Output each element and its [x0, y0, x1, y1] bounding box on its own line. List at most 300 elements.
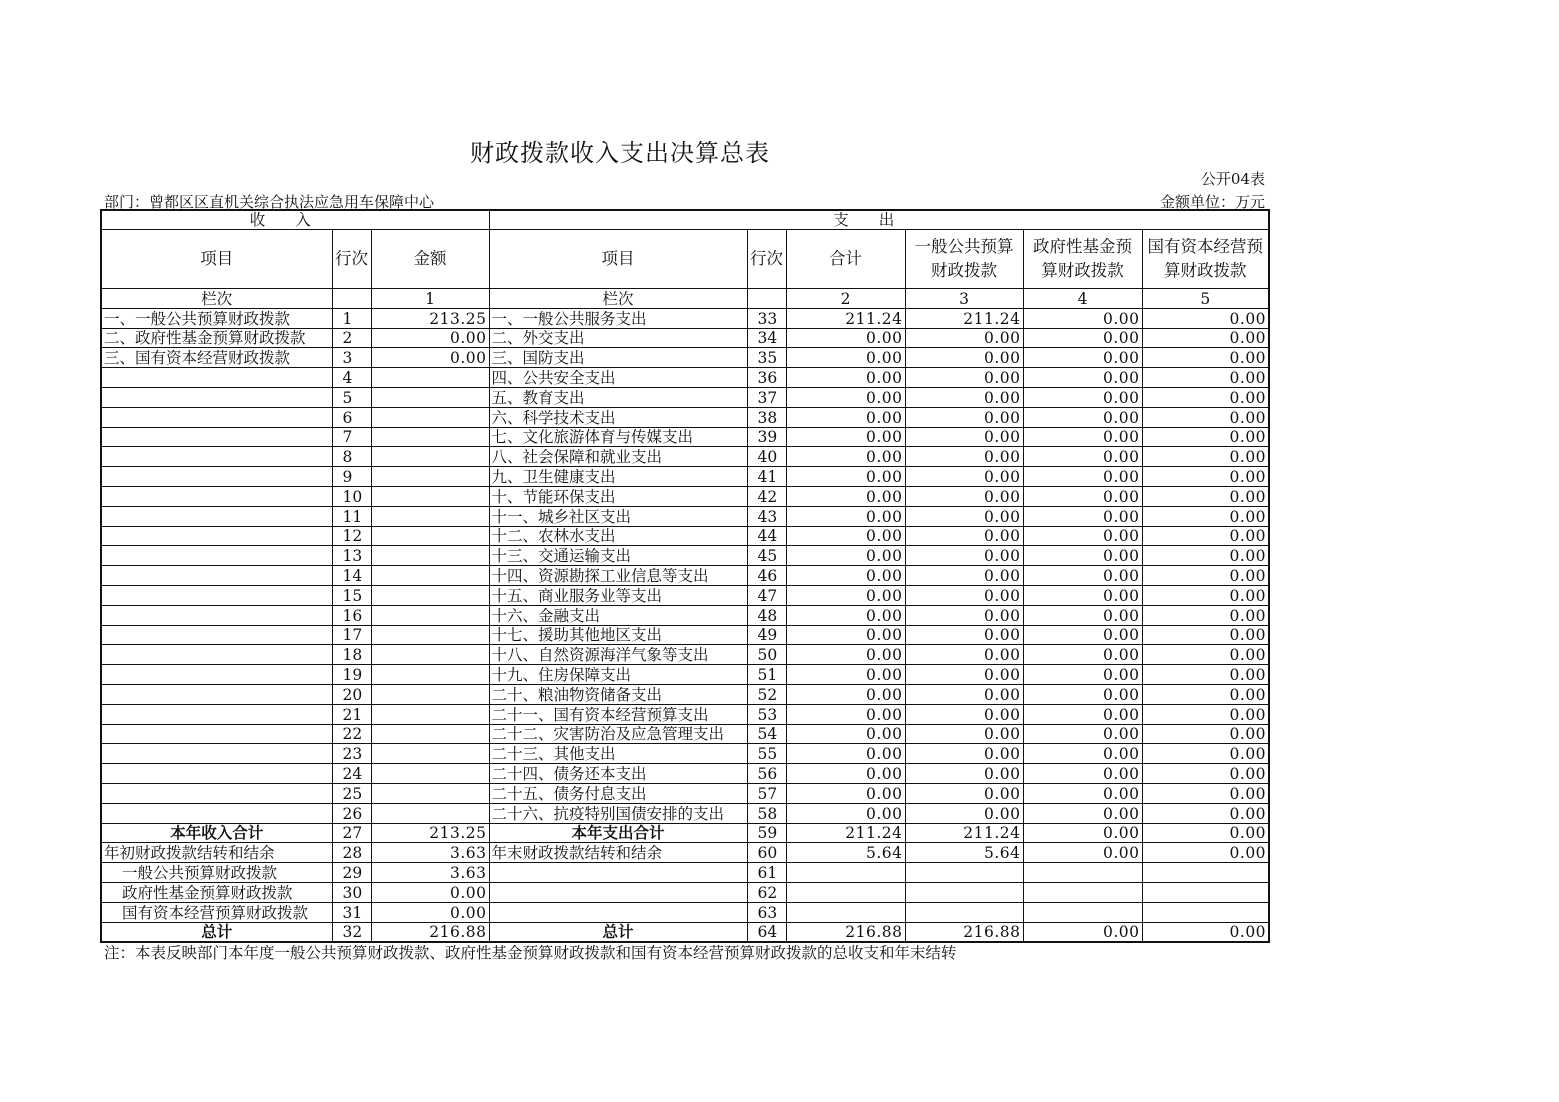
income-item-cell — [101, 407, 332, 427]
expense-general-cell: 0.00 — [905, 764, 1023, 784]
table-row — [101, 665, 1269, 685]
expense-state-capital-cell: 0.00 — [1142, 407, 1269, 427]
income-total-amount: 213.25 — [371, 823, 489, 843]
expense-line-cell: 55 — [747, 744, 786, 764]
expense-general-cell: 0.00 — [905, 467, 1023, 487]
expense-item-cell: 二十三、其他支出 — [489, 744, 747, 764]
expense-state-capital-cell: 0.00 — [1142, 526, 1269, 546]
carryover-state-capital-row — [101, 902, 1269, 922]
table-row — [101, 526, 1269, 546]
expense-line-cell: 35 — [747, 348, 786, 368]
income-line-cell: 8 — [332, 447, 371, 467]
expense-line-cell: 52 — [747, 684, 786, 704]
income-amount-cell — [371, 387, 489, 407]
expense-state-capital-cell: 0.00 — [1142, 764, 1269, 784]
expense-line-cell: 54 — [747, 724, 786, 744]
empty-cell — [1023, 882, 1142, 902]
expense-state-capital-cell: 0.00 — [1142, 566, 1269, 586]
begin-gov-fund-amount: 0.00 — [371, 882, 489, 902]
expense-gov-fund-cell: 0.00 — [1023, 506, 1142, 526]
income-line-cell: 26 — [332, 803, 371, 823]
table-row — [101, 764, 1269, 784]
expense-gov-fund-cell: 0.00 — [1023, 308, 1142, 328]
expense-gov-fund-cell: 0.00 — [1023, 625, 1142, 645]
expense-line-cell: 37 — [747, 387, 786, 407]
expense-item-cell: 十四、资源勘探工业信息等支出 — [489, 566, 747, 586]
empty-cell — [1142, 882, 1269, 902]
begin-state-capital-line: 31 — [332, 902, 371, 922]
expense-total-cell: 0.00 — [786, 348, 905, 368]
grand-total-state-capital: 0.00 — [1142, 922, 1269, 942]
expense-total-cell: 0.00 — [786, 783, 905, 803]
expense-total-amount: 211.24 — [786, 823, 905, 843]
expense-line-cell: 42 — [747, 486, 786, 506]
income-amount-cell — [371, 684, 489, 704]
expense-general-cell: 0.00 — [905, 585, 1023, 605]
income-item-cell — [101, 447, 332, 467]
expense-gov-fund-cell: 0.00 — [1023, 467, 1142, 487]
expense-item-cell: 十三、交通运输支出 — [489, 546, 747, 566]
income-item-cell — [101, 546, 332, 566]
income-section-header: 收入 — [101, 210, 489, 230]
expense-item-cell: 十六、金融支出 — [489, 605, 747, 625]
income-line-cell: 16 — [332, 605, 371, 625]
expense-line-cell: 39 — [747, 427, 786, 447]
income-line-cell: 14 — [332, 566, 371, 586]
expense-general-cell: 0.00 — [905, 645, 1023, 665]
expense-general-cell: 0.00 — [905, 427, 1023, 447]
income-item-cell — [101, 724, 332, 744]
expense-gov-fund-cell: 0.00 — [1023, 328, 1142, 348]
expense-gov-fund-cell: 0.00 — [1023, 427, 1142, 447]
expense-item-cell: 二十四、债务还本支出 — [489, 764, 747, 784]
expense-total-general: 211.24 — [905, 823, 1023, 843]
income-amount-cell — [371, 368, 489, 388]
income-line-cell: 6 — [332, 407, 371, 427]
income-item-cell — [101, 605, 332, 625]
expense-item-cell: 二十六、抗疫特别国债安排的支出 — [489, 803, 747, 823]
table-row — [101, 467, 1269, 487]
income-amount-cell — [371, 645, 489, 665]
income-item-cell — [101, 467, 332, 487]
expense-state-capital-cell: 0.00 — [1142, 447, 1269, 467]
colno-label-right: 栏次 — [489, 289, 747, 309]
grand-total-gov-fund: 0.00 — [1023, 922, 1142, 942]
table-row — [101, 506, 1269, 526]
expense-general-cell: 0.00 — [905, 506, 1023, 526]
expense-general-cell: 0.00 — [905, 546, 1023, 566]
income-line-cell: 11 — [332, 506, 371, 526]
grand-total-label-left: 总计 — [101, 922, 332, 942]
expense-item-cell: 十二、农林水支出 — [489, 526, 747, 546]
income-item-cell — [101, 803, 332, 823]
expense-gov-fund-cell: 0.00 — [1023, 744, 1142, 764]
empty-cell — [905, 902, 1023, 922]
expense-item-cell: 四、公共安全支出 — [489, 368, 747, 388]
expense-gov-fund-cell: 0.00 — [1023, 704, 1142, 724]
expense-state-capital-cell: 0.00 — [1142, 467, 1269, 487]
expense-item-cell: 二十五、债务付息支出 — [489, 783, 747, 803]
income-line-cell: 13 — [332, 546, 371, 566]
empty-cell — [489, 902, 747, 922]
income-line-cell: 10 — [332, 486, 371, 506]
income-amount-cell — [371, 665, 489, 685]
expense-item-cell: 七、文化旅游体育与传媒支出 — [489, 427, 747, 447]
expense-total-cell: 0.00 — [786, 486, 905, 506]
expense-total-cell: 0.00 — [786, 506, 905, 526]
income-item-cell — [101, 486, 332, 506]
income-line-cell: 5 — [332, 387, 371, 407]
table-row — [101, 546, 1269, 566]
carryover-gov-fund-row — [101, 882, 1269, 902]
expense-gov-fund-cell: 0.00 — [1023, 546, 1142, 566]
income-line-cell: 2 — [332, 328, 371, 348]
income-amount-cell: 0.00 — [371, 328, 489, 348]
income-line-cell: 20 — [332, 684, 371, 704]
income-item-cell — [101, 526, 332, 546]
expense-gov-fund-cell: 0.00 — [1023, 585, 1142, 605]
colno-3: 3 — [905, 289, 1023, 309]
expense-general-cell: 0.00 — [905, 526, 1023, 546]
table-row — [101, 447, 1269, 467]
table-row — [101, 783, 1269, 803]
expense-item-cell: 十、节能环保支出 — [489, 486, 747, 506]
begin-gov-fund-line: 30 — [332, 882, 371, 902]
expense-total-cell: 0.00 — [786, 744, 905, 764]
empty-cell — [489, 882, 747, 902]
expense-line-cell: 33 — [747, 308, 786, 328]
expense-line-cell: 47 — [747, 585, 786, 605]
income-line-cell: 23 — [332, 744, 371, 764]
income-line-cell: 3 — [332, 348, 371, 368]
end-state-capital-line: 63 — [747, 902, 786, 922]
expense-line-cell: 34 — [747, 328, 786, 348]
header-income-item: 项目 — [101, 230, 332, 289]
expense-line-cell: 49 — [747, 625, 786, 645]
table-row — [101, 407, 1269, 427]
expense-total-cell: 0.00 — [786, 368, 905, 388]
page-title: 财政拨款收入支出决算总表 — [470, 139, 770, 167]
expense-state-capital-cell: 0.00 — [1142, 585, 1269, 605]
table-row — [101, 605, 1269, 625]
expense-item-cell: 二、外交支出 — [489, 328, 747, 348]
begin-general-label: 一般公共预算财政拨款 — [101, 863, 332, 883]
income-amount-cell — [371, 447, 489, 467]
expense-line-cell: 44 — [747, 526, 786, 546]
expense-total-cell: 0.00 — [786, 427, 905, 447]
table-row — [101, 368, 1269, 388]
expense-total-cell: 0.00 — [786, 665, 905, 685]
expense-gov-fund-cell: 0.00 — [1023, 486, 1142, 506]
grand-total-line-left: 32 — [332, 922, 371, 942]
expense-item-cell: 一、一般公共服务支出 — [489, 308, 747, 328]
expense-state-capital-cell: 0.00 — [1142, 427, 1269, 447]
begin-state-capital-amount: 0.00 — [371, 902, 489, 922]
grand-total-label-right: 总计 — [489, 922, 747, 942]
income-amount-cell — [371, 704, 489, 724]
end-balance-gov-fund: 0.00 — [1023, 843, 1142, 863]
end-gov-fund-line: 62 — [747, 882, 786, 902]
begin-balance-line: 28 — [332, 843, 371, 863]
expense-gov-fund-cell: 0.00 — [1023, 566, 1142, 586]
header-income-line: 行次 — [332, 230, 371, 289]
income-amount-cell — [371, 506, 489, 526]
colno-empty-right — [747, 289, 786, 309]
income-item-cell — [101, 764, 332, 784]
expense-state-capital-cell: 0.00 — [1142, 724, 1269, 744]
income-item-cell — [101, 387, 332, 407]
expense-item-cell: 八、社会保障和就业支出 — [489, 447, 747, 467]
department-label: 部门：曾都区区直机关综合执法应急用车保障中心 — [104, 193, 435, 211]
income-line-cell: 15 — [332, 585, 371, 605]
expense-line-cell: 41 — [747, 467, 786, 487]
expense-gov-fund-cell: 0.00 — [1023, 368, 1142, 388]
expense-general-cell: 0.00 — [905, 566, 1023, 586]
income-line-cell: 21 — [332, 704, 371, 724]
end-balance-label: 年末财政拨款结转和结余 — [489, 843, 747, 863]
income-item-cell: 三、国有资本经营财政拨款 — [101, 348, 332, 368]
expense-total-line: 59 — [747, 823, 786, 843]
expense-general-cell: 0.00 — [905, 348, 1023, 368]
expense-total-cell: 0.00 — [786, 625, 905, 645]
expense-total-cell: 0.00 — [786, 704, 905, 724]
expense-line-cell: 56 — [747, 764, 786, 784]
empty-cell — [1142, 902, 1269, 922]
grand-total-general: 216.88 — [905, 922, 1023, 942]
income-item-cell — [101, 506, 332, 526]
income-amount-cell — [371, 467, 489, 487]
expense-state-capital-cell: 0.00 — [1142, 328, 1269, 348]
income-item-cell — [101, 566, 332, 586]
expense-general-cell: 0.00 — [905, 387, 1023, 407]
header-gov-fund: 政府性基金预算财政拨款 — [1023, 230, 1142, 289]
expense-general-cell: 0.00 — [905, 407, 1023, 427]
table-row — [101, 684, 1269, 704]
header-expense-line: 行次 — [747, 230, 786, 289]
header-total: 合计 — [786, 230, 905, 289]
income-amount-cell — [371, 724, 489, 744]
income-item-cell — [101, 684, 332, 704]
table-row — [101, 585, 1269, 605]
expense-state-capital-cell: 0.00 — [1142, 308, 1269, 328]
colno-1: 1 — [371, 289, 489, 309]
income-amount-cell — [371, 783, 489, 803]
income-amount-cell — [371, 526, 489, 546]
expense-general-cell: 0.00 — [905, 447, 1023, 467]
table-row — [101, 744, 1269, 764]
colno-label-left: 栏次 — [101, 289, 332, 309]
income-item-cell — [101, 665, 332, 685]
income-item-cell — [101, 704, 332, 724]
expense-item-cell: 十一、城乡社区支出 — [489, 506, 747, 526]
expense-total-cell: 0.00 — [786, 467, 905, 487]
table-row — [101, 387, 1269, 407]
grand-total-row — [101, 922, 1269, 942]
expense-general-cell: 0.00 — [905, 684, 1023, 704]
expense-line-cell: 51 — [747, 665, 786, 685]
header-state-capital: 国有资本经营预算财政拨款 — [1142, 230, 1269, 289]
table-row — [101, 486, 1269, 506]
expense-line-cell: 53 — [747, 704, 786, 724]
income-total-label: 本年收入合计 — [101, 823, 332, 843]
empty-cell — [1142, 863, 1269, 883]
expense-general-cell: 0.00 — [905, 368, 1023, 388]
expense-gov-fund-cell: 0.00 — [1023, 803, 1142, 823]
expense-line-cell: 36 — [747, 368, 786, 388]
expense-total-cell: 0.00 — [786, 605, 905, 625]
expense-item-cell: 十七、援助其他地区支出 — [489, 625, 747, 645]
expense-item-cell: 十五、商业服务业等支出 — [489, 585, 747, 605]
expense-general-cell: 0.00 — [905, 724, 1023, 744]
expense-line-cell: 50 — [747, 645, 786, 665]
expense-line-cell: 40 — [747, 447, 786, 467]
income-amount-cell — [371, 546, 489, 566]
expense-line-cell: 38 — [747, 407, 786, 427]
income-line-cell: 19 — [332, 665, 371, 685]
expense-gov-fund-cell: 0.00 — [1023, 605, 1142, 625]
expense-line-cell: 57 — [747, 783, 786, 803]
expense-general-cell: 0.00 — [905, 665, 1023, 685]
end-balance-general: 5.64 — [905, 843, 1023, 863]
expense-total-cell: 0.00 — [786, 764, 905, 784]
expense-state-capital-cell: 0.00 — [1142, 387, 1269, 407]
expense-state-capital-cell: 0.00 — [1142, 744, 1269, 764]
income-item-cell — [101, 585, 332, 605]
expense-line-cell: 46 — [747, 566, 786, 586]
expense-general-cell: 0.00 — [905, 625, 1023, 645]
expense-item-cell: 三、国防支出 — [489, 348, 747, 368]
expense-total-cell: 211.24 — [786, 308, 905, 328]
table-row — [101, 328, 1269, 348]
income-line-cell: 9 — [332, 467, 371, 487]
expense-total-cell: 0.00 — [786, 585, 905, 605]
income-amount-cell — [371, 585, 489, 605]
expense-line-cell: 58 — [747, 803, 786, 823]
expense-total-cell: 0.00 — [786, 645, 905, 665]
empty-cell — [905, 863, 1023, 883]
income-item-cell: 一、一般公共预算财政拨款 — [101, 308, 332, 328]
expense-state-capital-cell: 0.00 — [1142, 803, 1269, 823]
empty-cell — [1023, 902, 1142, 922]
empty-cell — [786, 882, 905, 902]
begin-general-line: 29 — [332, 863, 371, 883]
expense-line-cell: 48 — [747, 605, 786, 625]
income-line-cell: 25 — [332, 783, 371, 803]
expense-general-cell: 211.24 — [905, 308, 1023, 328]
income-item-cell — [101, 744, 332, 764]
empty-cell — [489, 863, 747, 883]
expense-gov-fund-cell: 0.00 — [1023, 783, 1142, 803]
carryover-row — [101, 843, 1269, 863]
income-item-cell — [101, 625, 332, 645]
income-item-cell — [101, 645, 332, 665]
income-item-cell — [101, 783, 332, 803]
expense-state-capital-cell: 0.00 — [1142, 368, 1269, 388]
expense-item-cell: 九、卫生健康支出 — [489, 467, 747, 487]
expense-general-cell: 0.00 — [905, 783, 1023, 803]
table-row — [101, 704, 1269, 724]
income-amount-cell — [371, 407, 489, 427]
header-income-amount: 金额 — [371, 230, 489, 289]
expense-section-header: 支出 — [489, 210, 1269, 230]
header-general: 一般公共预算财政拨款 — [905, 230, 1023, 289]
grand-total-line-right: 64 — [747, 922, 786, 942]
expense-general-cell: 0.00 — [905, 803, 1023, 823]
expense-gov-fund-cell: 0.00 — [1023, 387, 1142, 407]
income-amount-cell: 0.00 — [371, 348, 489, 368]
expense-total-cell: 0.00 — [786, 387, 905, 407]
end-general-line: 61 — [747, 863, 786, 883]
expense-gov-fund-cell: 0.00 — [1023, 447, 1142, 467]
footnote: 注：本表反映部门本年度一般公共预算财政拨款、政府性基金预算财政拨款和国有资本经营预算财政拨款的总收支和年末结转 — [104, 944, 957, 962]
expense-state-capital-cell: 0.00 — [1142, 645, 1269, 665]
expense-state-capital-cell: 0.00 — [1142, 486, 1269, 506]
unit-label: 金额单位：万元 — [1159, 193, 1265, 211]
income-amount-cell — [371, 764, 489, 784]
begin-gov-fund-label: 政府性基金预算财政拨款 — [101, 882, 332, 902]
expense-gov-fund-cell: 0.00 — [1023, 764, 1142, 784]
expense-total-label: 本年支出合计 — [489, 823, 747, 843]
form-number: 公开04表 — [1200, 170, 1265, 188]
colno-2: 2 — [786, 289, 905, 309]
expense-gov-fund-cell: 0.00 — [1023, 665, 1142, 685]
table-row — [101, 645, 1269, 665]
colno-4: 4 — [1023, 289, 1142, 309]
table-row — [101, 566, 1269, 586]
income-item-cell — [101, 427, 332, 447]
income-item-cell: 二、政府性基金预算财政拨款 — [101, 328, 332, 348]
expense-total-cell: 0.00 — [786, 546, 905, 566]
expense-state-capital-cell: 0.00 — [1142, 348, 1269, 368]
expense-item-cell: 十九、住房保障支出 — [489, 665, 747, 685]
expense-gov-fund-cell: 0.00 — [1023, 348, 1142, 368]
income-amount-cell — [371, 427, 489, 447]
end-balance-state-capital: 0.00 — [1142, 843, 1269, 863]
expense-total-cell: 0.00 — [786, 803, 905, 823]
expense-total-cell: 0.00 — [786, 566, 905, 586]
expense-gov-fund-cell: 0.00 — [1023, 684, 1142, 704]
income-amount-cell: 213.25 — [371, 308, 489, 328]
income-amount-cell — [371, 486, 489, 506]
income-total-row — [101, 823, 1269, 843]
expense-general-cell: 0.00 — [905, 486, 1023, 506]
expense-general-cell: 0.00 — [905, 328, 1023, 348]
empty-cell — [905, 882, 1023, 902]
table-row — [101, 348, 1269, 368]
begin-balance-label: 年初财政拨款结转和结余 — [101, 843, 332, 863]
table-row — [101, 427, 1269, 447]
expense-general-cell: 0.00 — [905, 605, 1023, 625]
expense-total-cell: 0.00 — [786, 684, 905, 704]
expense-gov-fund-cell: 0.00 — [1023, 724, 1142, 744]
income-total-line: 27 — [332, 823, 371, 843]
expense-total-cell: 0.00 — [786, 328, 905, 348]
expense-item-cell: 二十、粮油物资储备支出 — [489, 684, 747, 704]
expense-total-cell: 0.00 — [786, 447, 905, 467]
income-amount-cell — [371, 566, 489, 586]
end-balance-line: 60 — [747, 843, 786, 863]
expense-gov-fund-cell: 0.00 — [1023, 407, 1142, 427]
expense-gov-fund-cell: 0.00 — [1023, 526, 1142, 546]
expense-state-capital-cell: 0.00 — [1142, 704, 1269, 724]
income-line-cell: 7 — [332, 427, 371, 447]
table-row — [101, 625, 1269, 645]
income-line-cell: 18 — [332, 645, 371, 665]
expense-item-cell: 二十一、国有资本经营预算支出 — [489, 704, 747, 724]
income-line-cell: 12 — [332, 526, 371, 546]
expense-total-cell: 0.00 — [786, 526, 905, 546]
expense-item-cell: 六、科学技术支出 — [489, 407, 747, 427]
